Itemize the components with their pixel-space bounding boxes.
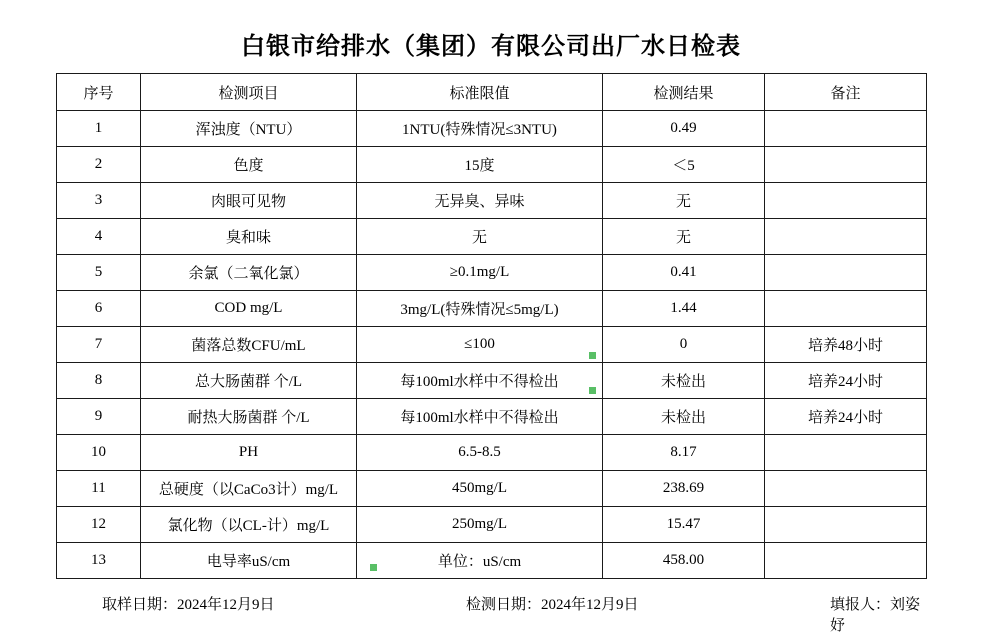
cell-note: 培养48小时 <box>765 327 927 363</box>
cell-result: 未检出 <box>603 399 765 435</box>
cell-note <box>765 183 927 219</box>
cell-result: 未检出 <box>603 363 765 399</box>
test-date: 检测日期：2024年12月9日 <box>466 597 639 613</box>
green-marker-icon <box>589 387 596 394</box>
cell-item: PH <box>141 435 357 471</box>
cell-no: 10 <box>57 435 141 471</box>
cell-item: 氯化物（以CL-计）mg/L <box>141 507 357 543</box>
green-marker-icon <box>370 564 377 571</box>
cell-no: 12 <box>57 507 141 543</box>
cell-standard: 单位：uS/cm <box>357 543 603 579</box>
cell-note <box>765 471 927 507</box>
table-row <box>57 183 927 219</box>
column-header-result: 检测结果 <box>603 74 765 111</box>
table-row <box>57 327 927 363</box>
cell-no: 13 <box>57 543 141 579</box>
cell-result: 0.49 <box>603 111 765 147</box>
cell-result: 15.47 <box>603 507 765 543</box>
cell-item: 菌落总数CFU/mL <box>141 327 357 363</box>
cell-note <box>765 543 927 579</box>
column-header-standard: 标准限值 <box>357 74 603 111</box>
cell-note <box>765 507 927 543</box>
cell-result: 0.41 <box>603 255 765 291</box>
table-row <box>57 507 927 543</box>
column-header-no: 序号 <box>57 74 141 111</box>
cell-standard: ≤100 <box>357 327 603 363</box>
cell-note <box>765 255 927 291</box>
cell-note <box>765 147 927 183</box>
cell-result: ＜5 <box>603 147 765 183</box>
cell-result: 238.69 <box>603 471 765 507</box>
table-row <box>57 219 927 255</box>
cell-standard: 3mg/L(特殊情况≤5mg/L) <box>357 291 603 327</box>
cell-no: 11 <box>57 471 141 507</box>
cell-standard: 250mg/L <box>357 507 603 543</box>
water-quality-table <box>56 73 927 579</box>
table-body <box>57 111 927 579</box>
table-header-row <box>57 74 927 111</box>
table-row <box>57 435 927 471</box>
cell-item: 余氯（二氧化氯） <box>141 255 357 291</box>
cell-no: 7 <box>57 327 141 363</box>
cell-standard: 无异臭、异味 <box>357 183 603 219</box>
cell-result: 无 <box>603 219 765 255</box>
table-header <box>57 74 927 111</box>
cell-result: 1.44 <box>603 291 765 327</box>
table-row <box>57 543 927 579</box>
cell-no: 8 <box>57 363 141 399</box>
cell-item: 总大肠菌群 个/L <box>141 363 357 399</box>
table-row <box>57 471 927 507</box>
cell-standard: 无 <box>357 219 603 255</box>
cell-item: 耐热大肠菌群 个/L <box>141 399 357 435</box>
cell-item: 电导率uS/cm <box>141 543 357 579</box>
cell-no: 3 <box>57 183 141 219</box>
cell-no: 4 <box>57 219 141 255</box>
cell-standard: 450mg/L <box>357 471 603 507</box>
table-row <box>57 111 927 147</box>
cell-result: 无 <box>603 183 765 219</box>
cell-item: COD mg/L <box>141 291 357 327</box>
cell-result: 458.00 <box>603 543 765 579</box>
cell-note: 培养24小时 <box>765 363 927 399</box>
table-container <box>0 73 982 579</box>
cell-note: 培养24小时 <box>765 399 927 435</box>
cell-note <box>765 111 927 147</box>
cell-item: 总硬度（以CaCo3计）mg/L <box>141 471 357 507</box>
page-title: 白银市给排水（集团）有限公司出厂水日检表 <box>241 34 741 60</box>
column-header-note: 备注 <box>765 74 927 111</box>
footer <box>0 593 982 635</box>
cell-standard: 1NTU(特殊情况≤3NTU) <box>357 111 603 147</box>
cell-no: 2 <box>57 147 141 183</box>
table-row <box>57 291 927 327</box>
cell-note <box>765 291 927 327</box>
cell-standard: 每100ml水样中不得检出 <box>357 399 603 435</box>
cell-standard: 每100ml水样中不得检出 <box>357 363 603 399</box>
table-row <box>57 147 927 183</box>
cell-standard: 6.5-8.5 <box>357 435 603 471</box>
cell-result: 8.17 <box>603 435 765 471</box>
green-marker-icon <box>589 352 596 359</box>
cell-item: 肉眼可见物 <box>141 183 357 219</box>
cell-item: 浑浊度（NTU） <box>141 111 357 147</box>
sampling-date: 取样日期：2024年12月9日 <box>102 597 275 613</box>
reporter: 填报人：刘姿妤 <box>830 597 921 634</box>
cell-note <box>765 219 927 255</box>
cell-no: 6 <box>57 291 141 327</box>
cell-standard: 15度 <box>357 147 603 183</box>
table-row <box>57 399 927 435</box>
cell-note <box>765 435 927 471</box>
cell-item: 臭和味 <box>141 219 357 255</box>
cell-standard: ≥0.1mg/L <box>357 255 603 291</box>
cell-no: 9 <box>57 399 141 435</box>
cell-result: 0 <box>603 327 765 363</box>
cell-item: 色度 <box>141 147 357 183</box>
cell-no: 1 <box>57 111 141 147</box>
table-row <box>57 363 927 399</box>
table-row <box>57 255 927 291</box>
cell-no: 5 <box>57 255 141 291</box>
column-header-item: 检测项目 <box>141 74 357 111</box>
